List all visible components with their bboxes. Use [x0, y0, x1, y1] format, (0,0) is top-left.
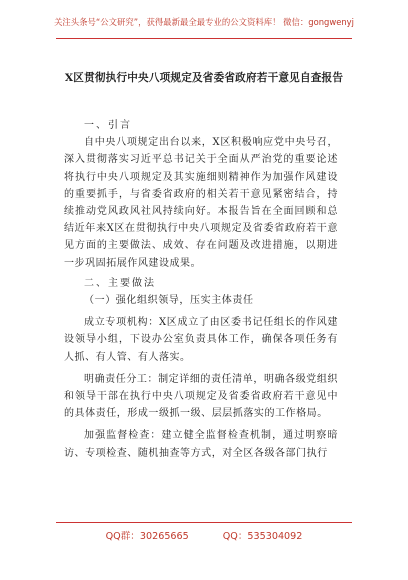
paragraph-introduction: 自中央八项规定出台以来，X区积极响应党中央号召，深入贯彻落实习近平总书记关于全面从严治党的重要论述将执行中央八项规定及其实施细则精神作为加强作风建设的重要抓手，与省委省政府的相关若干意见紧密结合，持续推动党风政风社风持续向好。本报告旨在全面回顾和总结近年来X区在贯彻执行中央八项规定及省委省政府若干意见方面的主要做法、成效、存在问题及改进措施，以期进一步巩固拓展作风建设成果。 [64, 137, 338, 269]
footer-divider [56, 522, 352, 523]
header-banner: 关注头条号“公文研究”，获得最新最全最专业的公文资料库！ 微信：gongwenyj [54, 17, 354, 27]
paragraph-supervision: 加强监督检查：建立健全监督检查机制，通过明察暗访、专项检查、随机抽查等方式，对全区各级各部门执行 [64, 430, 338, 459]
subsection-heading-leadership: （一）强化组织领导，压实主体责任 [84, 295, 254, 307]
footer-qq-group: QQ群：30265665 [105, 531, 189, 542]
document-body [64, 117, 338, 462]
document-title: X区贯彻执行中央八项规定及省委省政府若干意见自查报告 [64, 72, 344, 84]
section-heading-introduction: 一、引言 [84, 120, 132, 131]
footer-contact [0, 528, 408, 542]
header-divider [56, 38, 352, 39]
footer-qq: QQ：535304092 [222, 531, 303, 542]
section-heading-main-practices: 二、主要做法 [84, 277, 156, 289]
paragraph-special-agency: 成立专项机构：X区成立了由区委书记任组长的作风建设领导小组，下设办公室负责具体工作，确保各项任务有人抓、有人管、有人落实。 [64, 317, 338, 363]
paragraph-responsibility: 明确责任分工：制定详细的责任清单，明确各级党组织和领导干部在执行中央八项规定及省委省政府若干意见中的具体责任，形成一级抓一级、层层抓落实的工作格局。 [64, 373, 338, 420]
